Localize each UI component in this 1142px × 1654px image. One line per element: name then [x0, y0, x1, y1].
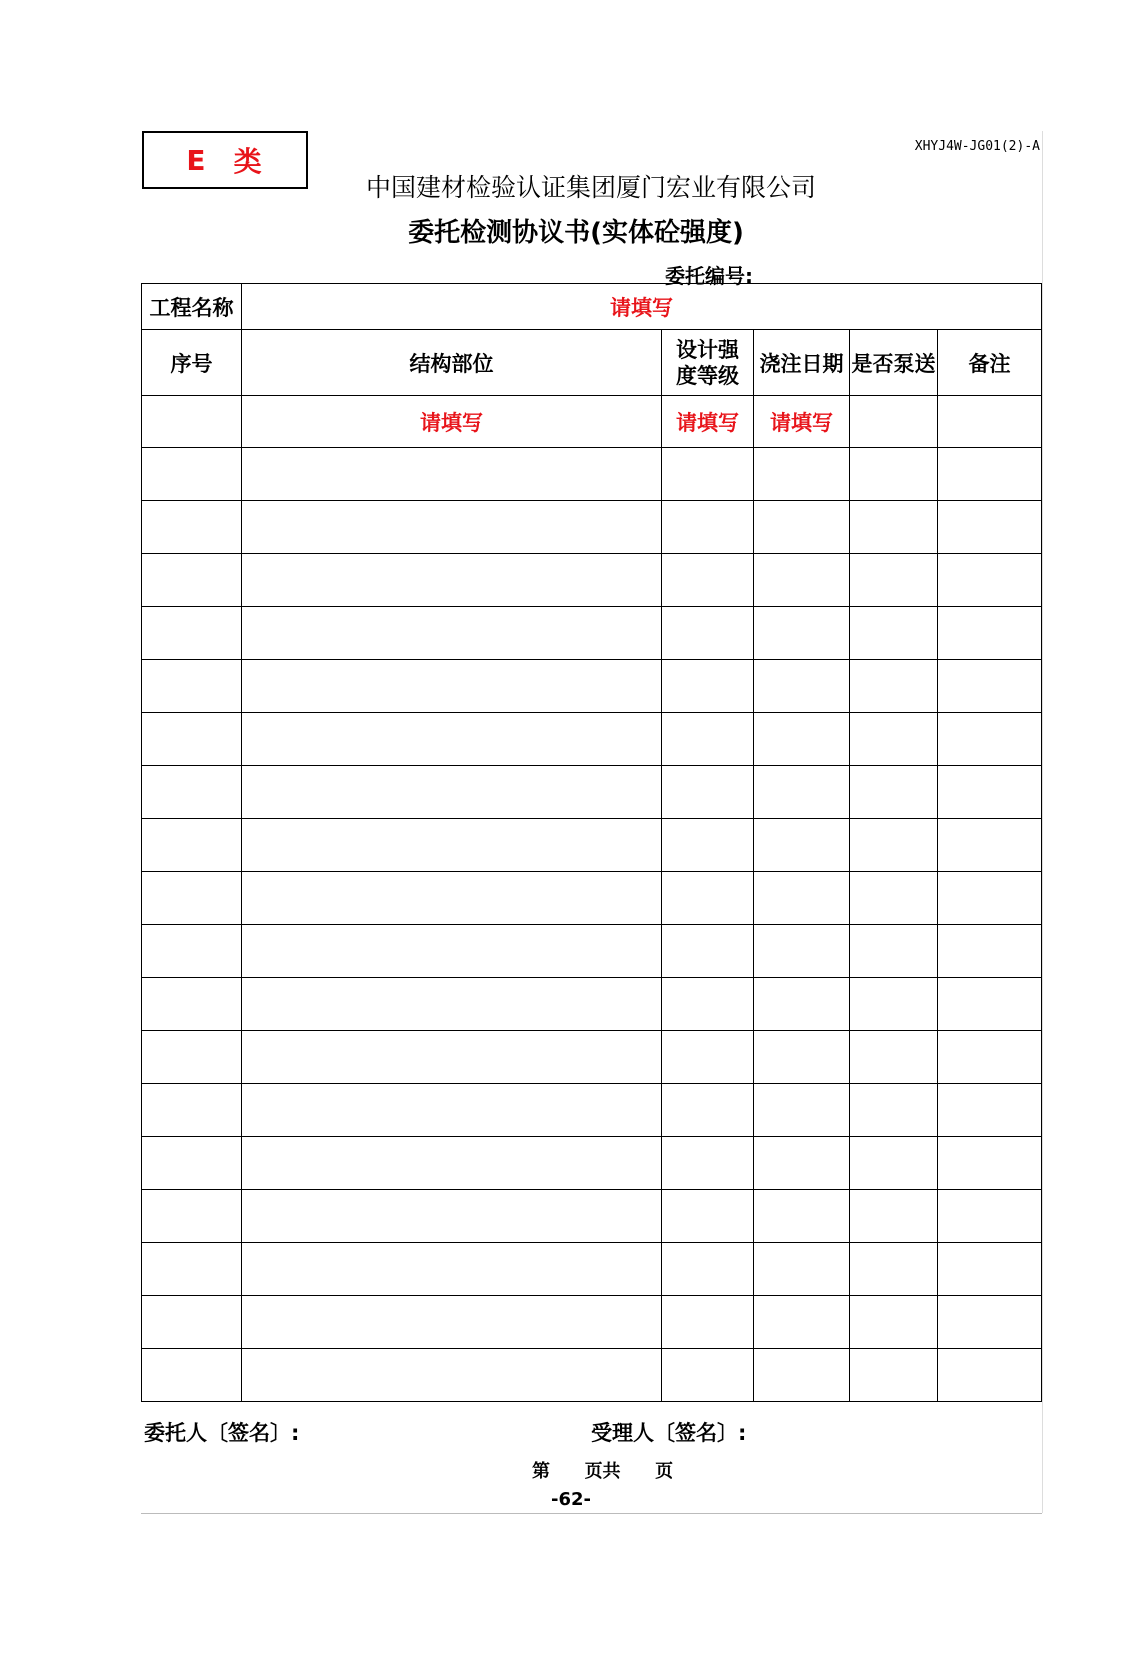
cell-pour-date[interactable] — [754, 1349, 850, 1402]
col-pumped: 是否泵送 — [850, 330, 938, 396]
cell-structure-part[interactable] — [242, 766, 662, 819]
cell-structure-part[interactable] — [242, 1137, 662, 1190]
cell-serial[interactable] — [142, 554, 242, 607]
cell-pour-date[interactable] — [754, 554, 850, 607]
cell-serial[interactable] — [142, 925, 242, 978]
table-row — [142, 1137, 1042, 1190]
cell-structure-part[interactable] — [242, 607, 662, 660]
cell-pumped[interactable] — [850, 1137, 938, 1190]
cell-serial[interactable] — [142, 978, 242, 1031]
project-name-label: 工程名称 — [142, 284, 242, 330]
cell-structure-part[interactable] — [242, 1190, 662, 1243]
col-serial: 序号 — [142, 330, 242, 396]
cell-pour-date[interactable] — [754, 819, 850, 872]
table-row — [142, 1296, 1042, 1349]
receiver-signature-label: 受理人〔签名〕: — [591, 1421, 747, 1445]
cell-pumped[interactable] — [850, 766, 938, 819]
cell-serial[interactable] — [142, 1137, 242, 1190]
cell-remarks[interactable] — [938, 1296, 1042, 1349]
cell-serial[interactable] — [142, 1190, 242, 1243]
cell-pumped[interactable] — [850, 1349, 938, 1402]
cell-remarks[interactable] — [938, 1190, 1042, 1243]
table-row — [142, 396, 1042, 448]
cell-pumped[interactable] — [850, 925, 938, 978]
project-row — [142, 284, 1042, 330]
cell-serial[interactable] — [142, 713, 242, 766]
category-suffix: 类 — [233, 145, 264, 178]
cell-pour-date[interactable] — [754, 1031, 850, 1084]
category-letter: E — [186, 143, 208, 177]
form-code: XHYJ4W-JG01(2)-A — [914, 139, 1040, 154]
table-row — [142, 766, 1042, 819]
cell-remarks[interactable] — [938, 1243, 1042, 1296]
cell-pour-date[interactable] — [754, 1190, 850, 1243]
cell-structure-part[interactable] — [242, 1243, 662, 1296]
cell-serial[interactable] — [142, 766, 242, 819]
cell-serial[interactable] — [142, 396, 242, 448]
cell-pour-date[interactable] — [754, 713, 850, 766]
cell-structure-part[interactable] — [242, 448, 662, 501]
cell-structure-part[interactable] — [242, 978, 662, 1031]
cell-structure-part[interactable] — [242, 819, 662, 872]
cell-pour-date[interactable] — [754, 1084, 850, 1137]
cell-design-strength[interactable] — [662, 1243, 754, 1296]
cell-design-strength[interactable] — [662, 1296, 754, 1349]
cell-design-strength[interactable] — [662, 607, 754, 660]
cell-structure-part[interactable] — [242, 660, 662, 713]
cell-remarks[interactable] — [938, 1084, 1042, 1137]
cell-pumped[interactable] — [850, 1031, 938, 1084]
col-design-strength-line2: 度等级 — [676, 363, 739, 388]
document-title: 委托检测协议书(实体砼强度) — [408, 218, 744, 248]
cell-structure-part[interactable] — [242, 872, 662, 925]
cell-structure-part[interactable] — [242, 1349, 662, 1402]
cell-design-strength[interactable] — [662, 448, 754, 501]
cell-pour-date[interactable] — [754, 978, 850, 1031]
table-row — [142, 1349, 1042, 1402]
table-row — [142, 448, 1042, 501]
table-row — [142, 501, 1042, 554]
cell-remarks[interactable] — [938, 501, 1042, 554]
page-counter — [532, 1457, 673, 1483]
cell-pumped[interactable] — [850, 978, 938, 1031]
cell-pumped[interactable] — [850, 1243, 938, 1296]
cell-serial[interactable] — [142, 1031, 242, 1084]
cell-design-strength[interactable] — [662, 766, 754, 819]
cell-remarks[interactable] — [938, 448, 1042, 501]
cell-remarks[interactable] — [938, 660, 1042, 713]
table-row — [142, 607, 1042, 660]
table-row — [142, 554, 1042, 607]
cell-design-strength[interactable] — [662, 660, 754, 713]
right-rule — [1042, 131, 1043, 1513]
cell-serial[interactable] — [142, 1296, 242, 1349]
cell-serial[interactable] — [142, 501, 242, 554]
cell-serial[interactable] — [142, 1243, 242, 1296]
test-request-table — [141, 283, 1042, 1402]
cell-pour-date[interactable] — [754, 1243, 850, 1296]
cell-pour-date[interactable] — [754, 1296, 850, 1349]
cell-pumped[interactable] — [850, 396, 938, 448]
cell-pumped[interactable] — [850, 1084, 938, 1137]
cell-pumped[interactable] — [850, 1296, 938, 1349]
cell-remarks[interactable] — [938, 819, 1042, 872]
cell-pumped[interactable] — [850, 660, 938, 713]
table-row — [142, 819, 1042, 872]
cell-design-strength[interactable] — [662, 554, 754, 607]
cell-design-strength[interactable] — [662, 1137, 754, 1190]
cell-remarks[interactable] — [938, 607, 1042, 660]
cell-pumped[interactable] — [850, 448, 938, 501]
cell-pour-date[interactable] — [754, 872, 850, 925]
cell-pour-date[interactable] — [754, 925, 850, 978]
cell-structure-part[interactable] — [242, 1031, 662, 1084]
cell-serial[interactable] — [142, 1084, 242, 1137]
table-row — [142, 1190, 1042, 1243]
cell-design-strength[interactable] — [662, 1084, 754, 1137]
table-row — [142, 1031, 1042, 1084]
cell-pumped[interactable] — [850, 607, 938, 660]
cell-design-strength[interactable] — [662, 1190, 754, 1243]
cell-pour-date[interactable] — [754, 1137, 850, 1190]
page-word-2: 页共 — [584, 1461, 621, 1482]
cell-serial[interactable] — [142, 607, 242, 660]
cell-design-strength[interactable] — [662, 925, 754, 978]
cell-remarks[interactable] — [938, 1031, 1042, 1084]
company-name: 中国建材检验认证集团厦门宏业有限公司 — [365, 173, 816, 202]
cell-structure-part[interactable] — [242, 713, 662, 766]
cell-pour-date[interactable] — [754, 660, 850, 713]
cell-remarks[interactable] — [938, 872, 1042, 925]
cell-design-strength[interactable] — [662, 1031, 754, 1084]
cell-design-strength[interactable] — [662, 978, 754, 1031]
cell-pumped[interactable] — [850, 819, 938, 872]
table-row — [142, 872, 1042, 925]
cell-remarks[interactable] — [938, 396, 1042, 448]
table-row — [142, 1243, 1042, 1296]
cell-design-strength[interactable] — [662, 501, 754, 554]
cell-pour-date[interactable] — [754, 766, 850, 819]
cell-pumped[interactable] — [850, 1190, 938, 1243]
table-row — [142, 925, 1042, 978]
column-header-row — [142, 330, 1042, 396]
cell-structure-part[interactable] — [242, 501, 662, 554]
cell-remarks[interactable] — [938, 554, 1042, 607]
page-word-3: 页 — [655, 1461, 674, 1482]
cell-remarks[interactable] — [938, 713, 1042, 766]
cell-serial[interactable] — [142, 872, 242, 925]
col-pour-date: 浇注日期 — [754, 330, 850, 396]
cell-design-strength[interactable]: 请填写 — [662, 396, 754, 448]
project-name-field[interactable]: 请填写 — [242, 284, 1042, 330]
cell-structure-part[interactable] — [242, 1084, 662, 1137]
col-remarks: 备注 — [938, 330, 1042, 396]
cell-remarks[interactable] — [938, 978, 1042, 1031]
cell-design-strength[interactable] — [662, 872, 754, 925]
cell-pour-date[interactable]: 请填写 — [754, 396, 850, 448]
cell-serial[interactable] — [142, 1349, 242, 1402]
col-design-strength — [662, 330, 754, 396]
cell-serial[interactable] — [142, 660, 242, 713]
cell-pumped[interactable] — [850, 501, 938, 554]
col-design-strength-line1: 设计强 — [676, 337, 739, 362]
cell-serial[interactable] — [142, 819, 242, 872]
cell-pumped[interactable] — [850, 713, 938, 766]
cell-pumped[interactable] — [850, 872, 938, 925]
table-row — [142, 1084, 1042, 1137]
page-number: -62- — [551, 1489, 591, 1510]
page-word-1: 第 — [532, 1461, 550, 1482]
cell-structure-part[interactable] — [242, 554, 662, 607]
cell-remarks[interactable] — [938, 1349, 1042, 1402]
cell-remarks[interactable] — [938, 925, 1042, 978]
cell-pour-date[interactable] — [754, 448, 850, 501]
table-row — [142, 713, 1042, 766]
cell-pumped[interactable] — [850, 554, 938, 607]
bottom-rule — [141, 1513, 1042, 1514]
cell-serial[interactable] — [142, 448, 242, 501]
cell-remarks[interactable] — [938, 1137, 1042, 1190]
cell-design-strength[interactable] — [662, 713, 754, 766]
cell-structure-part[interactable] — [242, 925, 662, 978]
cell-structure-part[interactable] — [242, 1296, 662, 1349]
consign-number-label: 委托编号: — [665, 264, 753, 288]
cell-structure-part[interactable]: 请填写 — [242, 396, 662, 448]
cell-pour-date[interactable] — [754, 501, 850, 554]
cell-remarks[interactable] — [938, 766, 1042, 819]
client-signature-label: 委托人〔签名〕: — [144, 1421, 300, 1445]
table-row — [142, 978, 1042, 1031]
cell-pour-date[interactable] — [754, 607, 850, 660]
table-row — [142, 660, 1042, 713]
col-structure-part: 结构部位 — [242, 330, 662, 396]
cell-design-strength[interactable] — [662, 1349, 754, 1402]
cell-design-strength[interactable] — [662, 819, 754, 872]
